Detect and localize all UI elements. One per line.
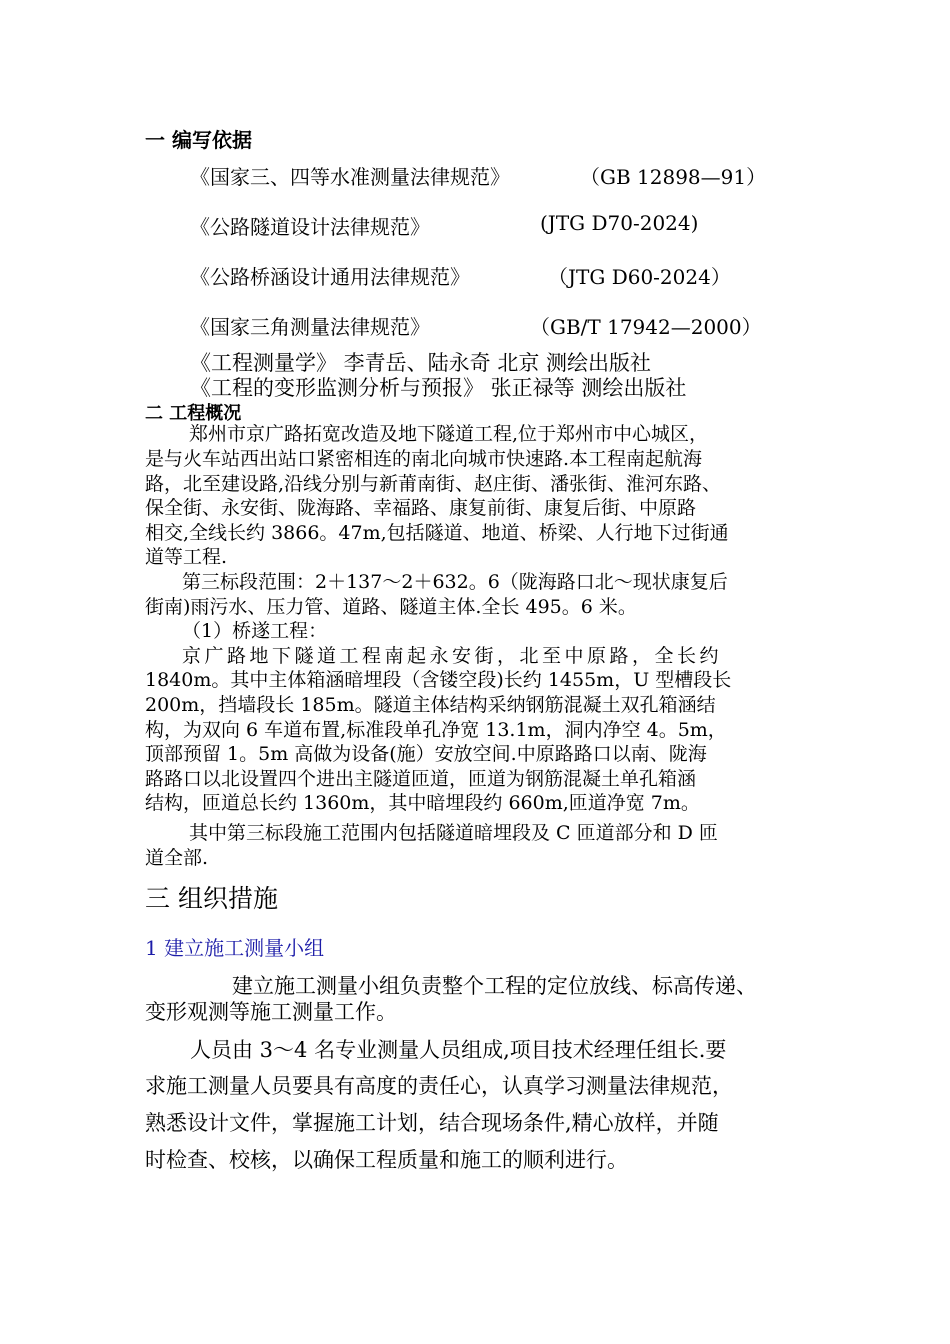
ref-code-3: （JTG D60-2024） [548,265,731,289]
book-ref-2: 《工程的变形监测分析与预报》 张正禄等 测绘出版社 [190,376,687,400]
overview-line: 街南)雨污水、压力管、道路、隧道主体.全长 495。6 米。 [145,596,637,618]
overview-subheading: （1）桥遂工程： [182,620,328,642]
subsection-heading-survey-team: 1 建立施工测量小组 [145,936,325,960]
survey-team-line: 变形观测等施工测量工作。 [145,1000,397,1024]
overview-line: 顶部预留 1。5m 高做为设备(施）安放空间.中原路路口以南、陇海 [145,743,707,765]
ref-code-2: (JTG D70-2024) [540,211,699,235]
section-heading-basis: 一 编写依据 [145,128,252,152]
section-heading-measures: 三 组织措施 [145,884,278,913]
overview-line: 200m，挡墙段长 185m。隧道主体结构采纳钢筋混凝土双孔箱涵结 [145,694,716,716]
ref-code-4: （GB/T 17942—2000） [530,315,762,339]
overview-line: 路路口以北设置四个进出主隧道匝道，匝道为钢筋混凝土单孔箱涵 [145,768,697,790]
ref-title-3: 《公路桥涵设计通用法律规范》 [190,265,470,289]
section-heading-overview: 二 工程概况 [145,403,242,424]
ref-title-4: 《国家三角测量法律规范》 [190,315,430,339]
overview-line: 京广路地下隧道工程南起永安街，北至中原路，全长约 [182,645,723,667]
overview-line: 1840m。其中主体箱涵暗埋段（含镂空段)长约 1455m，U 型槽段长 [145,669,732,691]
overview-line: 相交,全线长约 3866。47m,包括隧道、地道、桥梁、人行地下过街通 [145,522,729,544]
survey-team-line: 人员由 3～4 名专业测量人员组成,项目技术经理任组长.要 [190,1038,727,1062]
ref-code-1: （GB 12898—91） [580,165,767,189]
survey-team-line: 求施工测量人员要具有高度的责任心，认真学习测量法律规范， [145,1074,733,1098]
overview-line: 构，为双向 6 车道布置,标准段单孔净宽 13.1m，洞内净空 4。5m， [145,719,727,741]
overview-line: 保全街、永安街、陇海路、幸福路、康复前街、康复后街、中原路 [145,497,697,519]
ref-title-1: 《国家三、四等水准测量法律规范》 [190,165,510,189]
survey-team-line: 熟悉设计文件，掌握施工计划，结合现场条件,精心放样，并随 [145,1111,719,1135]
overview-line: 是与火车站西出站口紧密相连的南北向城市快速路.本工程南起航海 [145,448,703,470]
book-ref-1: 《工程测量学》 李青岳、陆永奇 北京 测绘出版社 [190,351,652,375]
overview-line: 结构，匝道总长约 1360m，其中暗埋段约 660m,匝道净宽 7m。 [145,792,700,814]
ref-title-2: 《公路隧道设计法律规范》 [190,215,430,239]
overview-line: 道全部. [145,847,209,869]
survey-team-line: 建立施工测量小组负责整个工程的定位放线、标高传递、 [232,974,757,998]
overview-line: 其中第三标段施工范围内包括隧道暗埋段及 C 匝道部分和 D 匝 [189,822,718,844]
overview-line: 道等工程. [145,546,228,568]
survey-team-line: 时检查、校核，以确保工程质量和施工的顺利进行。 [145,1148,628,1172]
overview-line: 路，北至建设路,沿线分别与新莆南街、赵庄街、潘张街、淮河东路、 [145,473,722,495]
overview-line: 第三标段范围：2＋137～2＋632。6（陇海路口北～现状康复后 [182,571,728,593]
overview-line: 郑州市京广路拓宽改造及地下隧道工程,位于郑州市中心城区， [189,423,709,445]
